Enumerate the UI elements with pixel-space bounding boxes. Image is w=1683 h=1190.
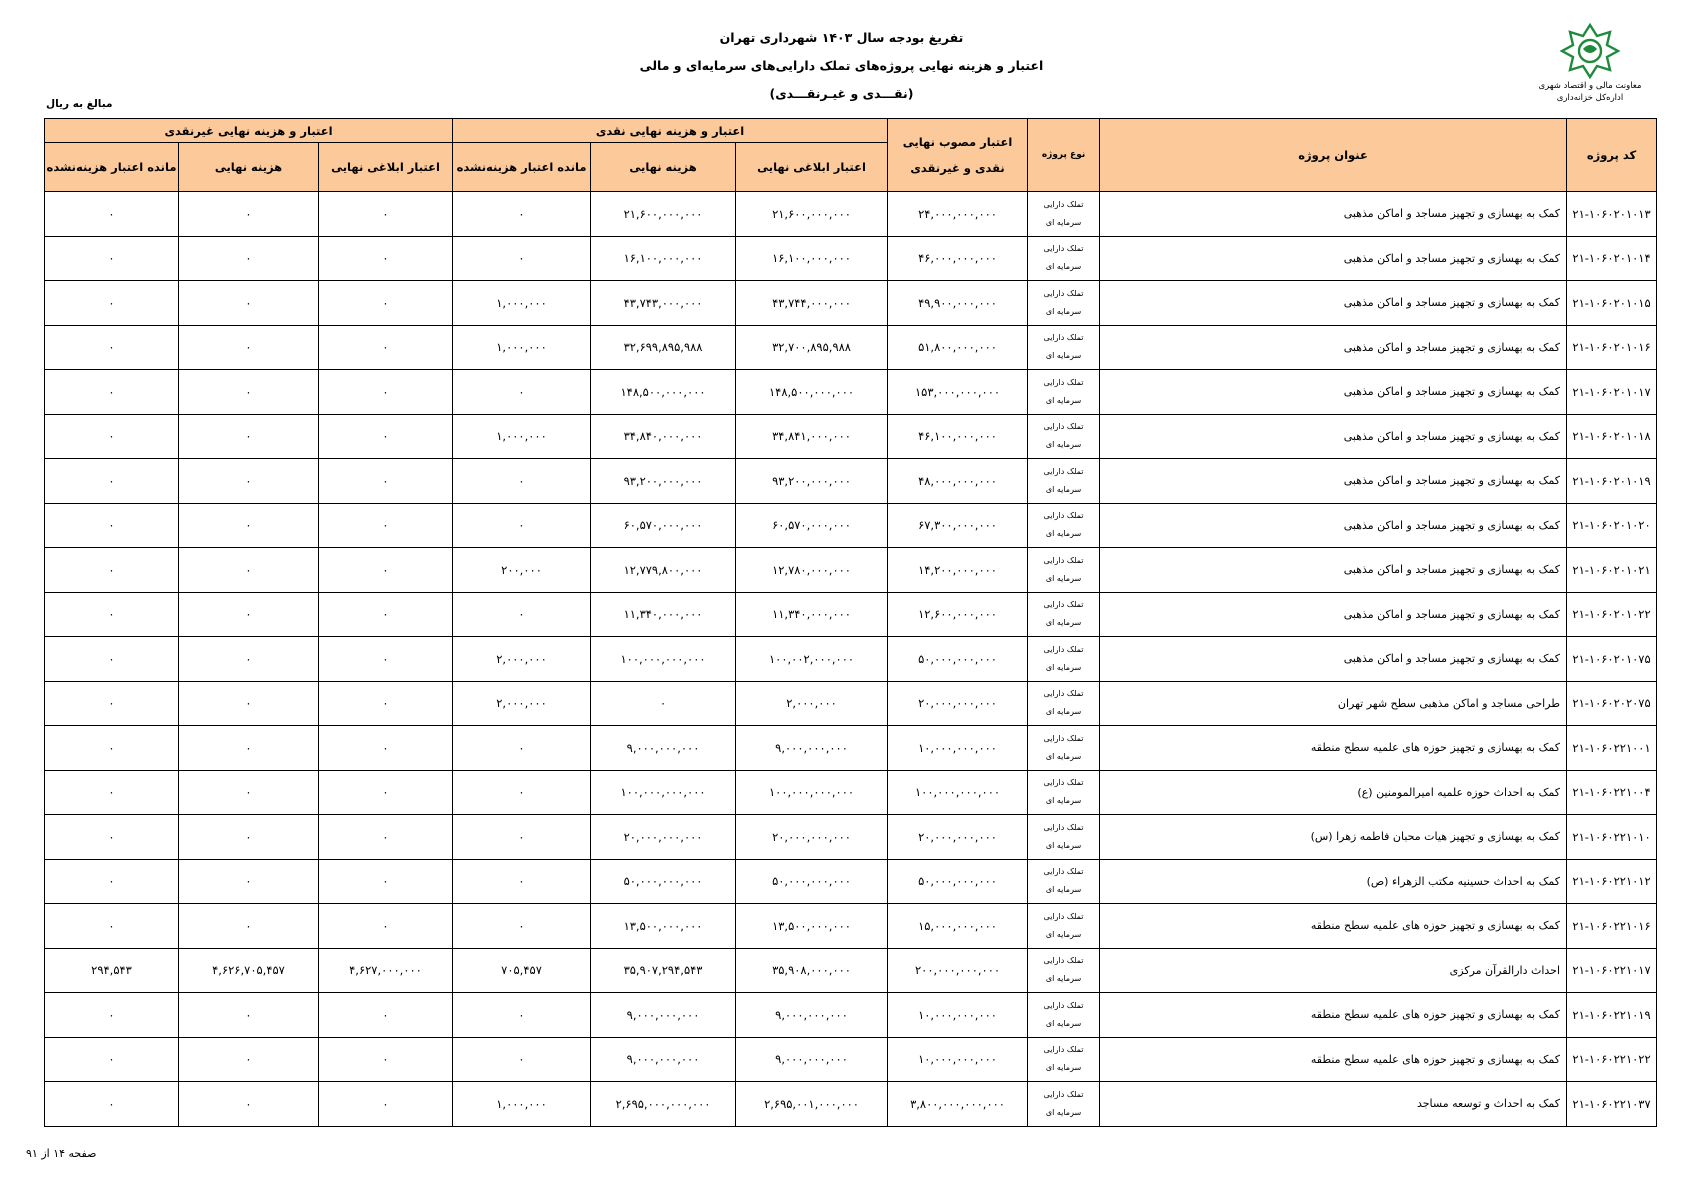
project-title: کمک به بهسازی و تجهیز حوزه های علمیه سطح منطقه — [1100, 1037, 1567, 1082]
noncash-notified: ۰ — [319, 770, 453, 815]
project-title: کمک به بهسازی و تجهیز حوزه های علمیه سطح منطقه — [1100, 904, 1567, 949]
project-type-line2: سرمایه ای — [1045, 662, 1082, 672]
cash-notified: ۱۶,۱۰۰,۰۰۰,۰۰۰ — [736, 236, 888, 281]
project-title: کمک به بهسازی و تجهیز هیات محبان فاطمه زهرا (س) — [1100, 815, 1567, 860]
cash-remain: ۷۰۵,۴۵۷ — [453, 948, 591, 993]
project-title: احداث دارالقرآن مرکزی — [1100, 948, 1567, 993]
cash-spent: ۲,۶۹۵,۰۰۰,۰۰۰,۰۰۰ — [591, 1082, 736, 1127]
noncash-remain: ۰ — [45, 681, 179, 726]
project-code: ۲۱-۱۰۶۰۲۰۱۰۱۵ — [1567, 281, 1657, 326]
cash-notified: ۱۰۰,۰۰۰,۰۰۰,۰۰۰ — [736, 770, 888, 815]
project-type — [1028, 281, 1100, 326]
cash-spent: ۱۳,۵۰۰,۰۰۰,۰۰۰ — [591, 904, 736, 949]
project-type — [1028, 414, 1100, 459]
project-code: ۲۱-۱۰۶۰۲۰۲۰۷۵ — [1567, 681, 1657, 726]
project-type-line1: تملک دارایی — [1043, 733, 1084, 743]
approved-credit: ۴۹,۹۰۰,۰۰۰,۰۰۰ — [888, 281, 1028, 326]
noncash-remain: ۰ — [45, 904, 179, 949]
cash-spent: ۶۰,۵۷۰,۰۰۰,۰۰۰ — [591, 503, 736, 548]
cash-notified: ۵۰,۰۰۰,۰۰۰,۰۰۰ — [736, 859, 888, 904]
noncash-spent: ۰ — [179, 192, 319, 237]
project-type-line1: تملک دارایی — [1043, 1045, 1084, 1055]
cash-spent: ۱۶,۱۰۰,۰۰۰,۰۰۰ — [591, 236, 736, 281]
noncash-notified: ۰ — [319, 815, 453, 860]
noncash-spent: ۰ — [179, 414, 319, 459]
cash-spent: ۱۴۸,۵۰۰,۰۰۰,۰۰۰ — [591, 370, 736, 415]
project-type-line2: سرمایه ای — [1045, 440, 1082, 450]
project-type — [1028, 1037, 1100, 1082]
report-titles — [0, 24, 1683, 108]
project-type-line1: تملک دارایی — [1043, 555, 1084, 565]
project-type-line1: تملک دارایی — [1043, 778, 1084, 788]
project-title: کمک به بهسازی و تجهیز مساجد و اماکن مذهبی — [1100, 370, 1567, 415]
table-row — [45, 281, 1657, 326]
table-row — [45, 236, 1657, 281]
noncash-notified: ۰ — [319, 192, 453, 237]
table-header-row-1 — [45, 119, 1657, 143]
municipality-logo — [1525, 22, 1655, 104]
project-title: کمک به بهسازی و تجهیز مساجد و اماکن مذهبی — [1100, 192, 1567, 237]
approved-credit: ۱۰۰,۰۰۰,۰۰۰,۰۰۰ — [888, 770, 1028, 815]
project-code: ۲۱-۱۰۶۰۲۰۱۰۲۲ — [1567, 592, 1657, 637]
project-type — [1028, 904, 1100, 949]
project-type-line1: تملک دارایی — [1043, 1000, 1084, 1010]
noncash-notified: ۰ — [319, 281, 453, 326]
cash-notified: ۲,۰۰۰,۰۰۰ — [736, 681, 888, 726]
noncash-notified: ۰ — [319, 859, 453, 904]
cash-notified: ۹,۰۰۰,۰۰۰,۰۰۰ — [736, 993, 888, 1038]
cash-spent: ۳۵,۹۰۷,۲۹۴,۵۴۳ — [591, 948, 736, 993]
project-type — [1028, 370, 1100, 415]
noncash-notified: ۰ — [319, 548, 453, 593]
col-group-noncash: اعتبار و هزینه نهایی غیرنقدی — [45, 119, 453, 143]
cash-remain: ۰ — [453, 459, 591, 504]
project-type-line2: سرمایه ای — [1045, 306, 1082, 316]
project-code: ۲۱-۱۰۶۰۲۰۱۰۱۹ — [1567, 459, 1657, 504]
noncash-remain: ۰ — [45, 1082, 179, 1127]
cash-spent: ۲۰,۰۰۰,۰۰۰,۰۰۰ — [591, 815, 736, 860]
noncash-notified: ۰ — [319, 592, 453, 637]
noncash-remain: ۰ — [45, 770, 179, 815]
noncash-remain: ۰ — [45, 325, 179, 370]
cash-spent: ۵۰,۰۰۰,۰۰۰,۰۰۰ — [591, 859, 736, 904]
project-type-line2: سرمایه ای — [1045, 529, 1082, 539]
project-type-line1: تملک دارایی — [1043, 511, 1084, 521]
cash-remain: ۰ — [453, 370, 591, 415]
table-row — [45, 993, 1657, 1038]
cash-notified: ۹,۰۰۰,۰۰۰,۰۰۰ — [736, 726, 888, 771]
cash-remain: ۰ — [453, 726, 591, 771]
noncash-remain: ۰ — [45, 414, 179, 459]
cash-spent: ۱۱,۳۴۰,۰۰۰,۰۰۰ — [591, 592, 736, 637]
noncash-spent: ۰ — [179, 815, 319, 860]
project-code: ۲۱-۱۰۶۰۲۲۱۰۰۴ — [1567, 770, 1657, 815]
table-row — [45, 1082, 1657, 1127]
project-type-line1: تملک دارایی — [1043, 956, 1084, 966]
project-type-line1: تملک دارایی — [1043, 644, 1084, 654]
cash-remain: ۰ — [453, 1037, 591, 1082]
col-header-cash-notified: اعتبار ابلاغی نهایی — [736, 143, 888, 192]
project-code: ۲۱-۱۰۶۰۲۲۱۰۱۶ — [1567, 904, 1657, 949]
cash-remain: ۰ — [453, 815, 591, 860]
project-code: ۲۱-۱۰۶۰۲۰۱۰۱۷ — [1567, 370, 1657, 415]
cash-remain: ۰ — [453, 770, 591, 815]
project-type-line2: سرمایه ای — [1045, 1107, 1082, 1117]
project-type-line1: تملک دارایی — [1043, 822, 1084, 832]
project-title: کمک به احداث حوزه علمیه امیرالمومنین (ع) — [1100, 770, 1567, 815]
table-row — [45, 859, 1657, 904]
cash-remain: ۰ — [453, 592, 591, 637]
cash-notified: ۱۳,۵۰۰,۰۰۰,۰۰۰ — [736, 904, 888, 949]
noncash-notified: ۰ — [319, 904, 453, 949]
table-row — [45, 681, 1657, 726]
table-row — [45, 904, 1657, 949]
col-header-cash-spent: هزینه نهایی — [591, 143, 736, 192]
project-type-line1: تملک دارایی — [1043, 199, 1084, 209]
project-code: ۲۱-۱۰۶۰۲۰۱۰۲۱ — [1567, 548, 1657, 593]
project-code: ۲۱-۱۰۶۰۲۰۱۰۱۸ — [1567, 414, 1657, 459]
table-row — [45, 192, 1657, 237]
budget-table — [44, 118, 1657, 1127]
project-code: ۲۱-۱۰۶۰۲۲۱۰۱۰ — [1567, 815, 1657, 860]
table-row — [45, 370, 1657, 415]
noncash-notified: ۴,۶۲۷,۰۰۰,۰۰۰ — [319, 948, 453, 993]
project-type-line2: سرمایه ای — [1045, 1063, 1082, 1073]
noncash-spent: ۰ — [179, 548, 319, 593]
cash-spent: ۳۲,۶۹۹,۸۹۵,۹۸۸ — [591, 325, 736, 370]
noncash-notified: ۰ — [319, 726, 453, 771]
project-type — [1028, 770, 1100, 815]
cash-spent: ۹,۰۰۰,۰۰۰,۰۰۰ — [591, 1037, 736, 1082]
project-type-line1: تملک دارایی — [1043, 244, 1084, 254]
project-type — [1028, 548, 1100, 593]
project-code: ۲۱-۱۰۶۰۲۲۱۰۱۹ — [1567, 993, 1657, 1038]
project-type-line2: سرمایه ای — [1045, 707, 1082, 717]
project-code: ۲۱-۱۰۶۰۲۲۱۰۲۲ — [1567, 1037, 1657, 1082]
noncash-remain: ۰ — [45, 236, 179, 281]
noncash-spent: ۰ — [179, 1082, 319, 1127]
noncash-spent: ۰ — [179, 726, 319, 771]
project-type — [1028, 948, 1100, 993]
approved-credit: ۱۰,۰۰۰,۰۰۰,۰۰۰ — [888, 1037, 1028, 1082]
noncash-notified: ۰ — [319, 370, 453, 415]
noncash-remain: ۰ — [45, 993, 179, 1038]
project-title: کمک به احداث حسینیه مکتب الزهراء (ص) — [1100, 859, 1567, 904]
cash-remain: ۱,۰۰۰,۰۰۰ — [453, 1082, 591, 1127]
cash-spent: ۳۴,۸۴۰,۰۰۰,۰۰۰ — [591, 414, 736, 459]
project-title: کمک به بهسازی و تجهیز مساجد و اماکن مذهبی — [1100, 592, 1567, 637]
cash-spent: ۱۰۰,۰۰۰,۰۰۰,۰۰۰ — [591, 770, 736, 815]
cash-remain: ۲۰۰,۰۰۰ — [453, 548, 591, 593]
project-code: ۲۱-۱۰۶۰۲۰۱۰۱۶ — [1567, 325, 1657, 370]
col-header-noncash-remain: مانده اعتبار هزینه‌نشده — [45, 143, 179, 192]
cash-notified: ۴۳,۷۴۴,۰۰۰,۰۰۰ — [736, 281, 888, 326]
project-code: ۲۱-۱۰۶۰۲۲۱۰۰۱ — [1567, 726, 1657, 771]
project-type-line2: سرمایه ای — [1045, 796, 1082, 806]
cash-spent: ۰ — [591, 681, 736, 726]
cash-remain: ۰ — [453, 236, 591, 281]
noncash-remain: ۰ — [45, 1037, 179, 1082]
noncash-remain: ۲۹۴,۵۴۳ — [45, 948, 179, 993]
project-title: کمک به بهسازی و تجهیز حوزه های علمیه سطح منطقه — [1100, 993, 1567, 1038]
project-type-line2: سرمایه ای — [1045, 974, 1082, 984]
unit-note: مبالغ به ریال — [46, 98, 113, 110]
project-type-line2: سرمایه ای — [1045, 262, 1082, 272]
noncash-remain: ۰ — [45, 592, 179, 637]
table-row — [45, 637, 1657, 682]
cash-notified: ۱۱,۳۴۰,۰۰۰,۰۰۰ — [736, 592, 888, 637]
project-type-line2: سرمایه ای — [1045, 484, 1082, 494]
cash-remain: ۲,۰۰۰,۰۰۰ — [453, 681, 591, 726]
noncash-spent: ۰ — [179, 370, 319, 415]
noncash-remain: ۰ — [45, 815, 179, 860]
project-code: ۲۱-۱۰۶۰۲۲۱۰۱۲ — [1567, 859, 1657, 904]
cash-remain: ۱,۰۰۰,۰۰۰ — [453, 325, 591, 370]
cash-remain: ۰ — [453, 859, 591, 904]
project-code: ۲۱-۱۰۶۰۲۲۱۰۳۷ — [1567, 1082, 1657, 1127]
noncash-remain: ۰ — [45, 503, 179, 548]
table-row — [45, 726, 1657, 771]
table-row — [45, 1037, 1657, 1082]
page-number: صفحه ۱۴ از ۹۱ — [26, 1147, 97, 1160]
project-title: کمک به بهسازی و تجهیز مساجد و اماکن مذهبی — [1100, 236, 1567, 281]
approved-credit: ۱۰,۰۰۰,۰۰۰,۰۰۰ — [888, 726, 1028, 771]
project-type — [1028, 815, 1100, 860]
cash-notified: ۱۰۰,۰۰۲,۰۰۰,۰۰۰ — [736, 637, 888, 682]
project-type — [1028, 993, 1100, 1038]
noncash-spent: ۰ — [179, 503, 319, 548]
cash-notified: ۳۲,۷۰۰,۸۹۵,۹۸۸ — [736, 325, 888, 370]
approved-credit: ۲۰,۰۰۰,۰۰۰,۰۰۰ — [888, 681, 1028, 726]
noncash-spent: ۰ — [179, 681, 319, 726]
approved-credit: ۶۷,۳۰۰,۰۰۰,۰۰۰ — [888, 503, 1028, 548]
approved-credit: ۱۵,۰۰۰,۰۰۰,۰۰۰ — [888, 904, 1028, 949]
project-type-line1: تملک دارایی — [1043, 288, 1084, 298]
project-title: کمک به احداث و توسعه مساجد — [1100, 1082, 1567, 1127]
table-row — [45, 770, 1657, 815]
noncash-spent: ۰ — [179, 637, 319, 682]
noncash-notified: ۰ — [319, 1037, 453, 1082]
project-code: ۲۱-۱۰۶۰۲۲۱۰۱۷ — [1567, 948, 1657, 993]
project-type — [1028, 726, 1100, 771]
noncash-notified: ۰ — [319, 503, 453, 548]
approved-credit: ۱۵۳,۰۰۰,۰۰۰,۰۰۰ — [888, 370, 1028, 415]
project-title: کمک به بهسازی و تجهیز مساجد و اماکن مذهبی — [1100, 414, 1567, 459]
noncash-remain: ۰ — [45, 726, 179, 771]
cash-remain: ۰ — [453, 993, 591, 1038]
cash-notified: ۱۴۸,۵۰۰,۰۰۰,۰۰۰ — [736, 370, 888, 415]
noncash-notified: ۰ — [319, 414, 453, 459]
project-type-line2: سرمایه ای — [1045, 395, 1082, 405]
approved-credit: ۲۰,۰۰۰,۰۰۰,۰۰۰ — [888, 815, 1028, 860]
cash-remain: ۲,۰۰۰,۰۰۰ — [453, 637, 591, 682]
cash-spent: ۹,۰۰۰,۰۰۰,۰۰۰ — [591, 993, 736, 1038]
cash-spent: ۱۰۰,۰۰۰,۰۰۰,۰۰۰ — [591, 637, 736, 682]
col-header-cash-remain: مانده اعتبار هزینه‌نشده — [453, 143, 591, 192]
report-title: تفریغ بودجه سال ۱۴۰۳ شهرداری تهران — [719, 30, 964, 45]
col-header-code: کد پروژه — [1567, 119, 1657, 192]
col-header-title: عنوان پروژه — [1100, 119, 1567, 192]
cash-notified: ۲۰,۰۰۰,۰۰۰,۰۰۰ — [736, 815, 888, 860]
project-type — [1028, 236, 1100, 281]
noncash-spent: ۰ — [179, 459, 319, 504]
noncash-spent: ۰ — [179, 236, 319, 281]
noncash-notified: ۰ — [319, 236, 453, 281]
municipality-emblem-icon — [1559, 22, 1621, 80]
project-type — [1028, 1082, 1100, 1127]
project-title: کمک به بهسازی و تجهیز مساجد و اماکن مذهبی — [1100, 281, 1567, 326]
logo-text-line2: اداره‌کل خزانه‌داری — [1556, 93, 1624, 103]
project-title: کمک به بهسازی و تجهیز مساجد و اماکن مذهبی — [1100, 637, 1567, 682]
report-subtitle-2: (نقـــدی و غیـر‌نقـــدی) — [769, 86, 914, 101]
cash-remain: ۰ — [453, 503, 591, 548]
approved-credit: ۵۰,۰۰۰,۰۰۰,۰۰۰ — [888, 637, 1028, 682]
approved-credit: ۱۰,۰۰۰,۰۰۰,۰۰۰ — [888, 993, 1028, 1038]
project-code: ۲۱-۱۰۶۰۲۰۱۰۲۰ — [1567, 503, 1657, 548]
table-row — [45, 503, 1657, 548]
project-type — [1028, 192, 1100, 237]
project-type — [1028, 592, 1100, 637]
cash-notified: ۲,۶۹۵,۰۰۱,۰۰۰,۰۰۰ — [736, 1082, 888, 1127]
project-type-line1: تملک دارایی — [1043, 333, 1084, 343]
noncash-spent: ۴,۶۲۶,۷۰۵,۴۵۷ — [179, 948, 319, 993]
project-type — [1028, 681, 1100, 726]
noncash-spent: ۰ — [179, 770, 319, 815]
project-type-line2: سرمایه ای — [1045, 840, 1082, 850]
noncash-notified: ۰ — [319, 1082, 453, 1127]
approved-credit: ۵۰,۰۰۰,۰۰۰,۰۰۰ — [888, 859, 1028, 904]
project-code: ۲۱-۱۰۶۰۲۰۱۰۱۴ — [1567, 236, 1657, 281]
cash-spent: ۱۲,۷۷۹,۸۰۰,۰۰۰ — [591, 548, 736, 593]
project-code: ۲۱-۱۰۶۰۲۰۱۰۱۳ — [1567, 192, 1657, 237]
table-row — [45, 325, 1657, 370]
table-row — [45, 548, 1657, 593]
project-type-line2: سرمایه ای — [1045, 1018, 1082, 1028]
approved-credit: ۲۴,۰۰۰,۰۰۰,۰۰۰ — [888, 192, 1028, 237]
table-row — [45, 414, 1657, 459]
noncash-spent: ۰ — [179, 1037, 319, 1082]
project-type — [1028, 459, 1100, 504]
noncash-remain: ۰ — [45, 281, 179, 326]
noncash-spent: ۰ — [179, 993, 319, 1038]
project-type-line1: تملک دارایی — [1043, 911, 1084, 921]
table-row — [45, 592, 1657, 637]
project-type-line2: سرمایه ای — [1045, 217, 1082, 227]
project-title: طراحی مساجد و اماکن مذهبی سطح شهر تهران — [1100, 681, 1567, 726]
approved-credit: ۱۲,۶۰۰,۰۰۰,۰۰۰ — [888, 592, 1028, 637]
table-row — [45, 948, 1657, 993]
col-header-approved: اعتبار مصوب نهایی نقدی و غیرنقدی — [888, 119, 1028, 192]
logo-text-line1: معاونت مالی و اقتصاد شهری — [1538, 81, 1642, 91]
noncash-notified: ۰ — [319, 993, 453, 1038]
approved-credit: ۴۶,۰۰۰,۰۰۰,۰۰۰ — [888, 236, 1028, 281]
project-type — [1028, 637, 1100, 682]
cash-remain: ۰ — [453, 192, 591, 237]
noncash-notified: ۰ — [319, 637, 453, 682]
project-code: ۲۱-۱۰۶۰۲۰۱۰۷۵ — [1567, 637, 1657, 682]
project-title: کمک به بهسازی و تجهیز مساجد و اماکن مذهبی — [1100, 548, 1567, 593]
noncash-remain: ۰ — [45, 859, 179, 904]
project-type-line1: تملک دارایی — [1043, 689, 1084, 699]
noncash-spent: ۰ — [179, 281, 319, 326]
approved-credit: ۱۴,۲۰۰,۰۰۰,۰۰۰ — [888, 548, 1028, 593]
project-type-line1: تملک دارایی — [1043, 1089, 1084, 1099]
project-type-line2: سرمایه ای — [1045, 751, 1082, 761]
cash-notified: ۶۰,۵۷۰,۰۰۰,۰۰۰ — [736, 503, 888, 548]
cash-spent: ۹,۰۰۰,۰۰۰,۰۰۰ — [591, 726, 736, 771]
noncash-notified: ۰ — [319, 459, 453, 504]
project-type-line2: سرمایه ای — [1045, 618, 1082, 628]
project-type-line1: تملک دارایی — [1043, 867, 1084, 877]
noncash-spent: ۰ — [179, 592, 319, 637]
project-type-line1: تملک دارایی — [1043, 377, 1084, 387]
cash-remain: ۱,۰۰۰,۰۰۰ — [453, 414, 591, 459]
col-group-cash: اعتبار و هزینه نهایی نقدی — [453, 119, 888, 143]
project-type-line2: سرمایه ای — [1045, 351, 1082, 361]
project-type-line1: تملک دارایی — [1043, 600, 1084, 610]
noncash-remain: ۰ — [45, 637, 179, 682]
cash-spent: ۹۳,۲۰۰,۰۰۰,۰۰۰ — [591, 459, 736, 504]
project-title: کمک به بهسازی و تجهیز مساجد و اماکن مذهبی — [1100, 325, 1567, 370]
noncash-remain: ۰ — [45, 370, 179, 415]
cash-spent: ۲۱,۶۰۰,۰۰۰,۰۰۰ — [591, 192, 736, 237]
noncash-remain: ۰ — [45, 548, 179, 593]
project-title: کمک به بهسازی و تجهیز حوزه های علمیه سطح منطقه — [1100, 726, 1567, 771]
noncash-notified: ۰ — [319, 325, 453, 370]
noncash-remain: ۰ — [45, 192, 179, 237]
noncash-spent: ۰ — [179, 904, 319, 949]
noncash-remain: ۰ — [45, 459, 179, 504]
project-type — [1028, 859, 1100, 904]
project-type — [1028, 503, 1100, 548]
cash-remain: ۱,۰۰۰,۰۰۰ — [453, 281, 591, 326]
cash-notified: ۱۲,۷۸۰,۰۰۰,۰۰۰ — [736, 548, 888, 593]
col-header-noncash-notified: اعتبار ابلاغی نهایی — [319, 143, 453, 192]
cash-spent: ۴۳,۷۴۳,۰۰۰,۰۰۰ — [591, 281, 736, 326]
project-title: کمک به بهسازی و تجهیز مساجد و اماکن مذهبی — [1100, 459, 1567, 504]
table-body — [45, 192, 1657, 1127]
noncash-spent: ۰ — [179, 859, 319, 904]
approved-credit: ۲۰۰,۰۰۰,۰۰۰,۰۰۰ — [888, 948, 1028, 993]
cash-notified: ۳۵,۹۰۸,۰۰۰,۰۰۰ — [736, 948, 888, 993]
col-header-noncash-spent: هزینه نهایی — [179, 143, 319, 192]
project-title: کمک به بهسازی و تجهیز مساجد و اماکن مذهبی — [1100, 503, 1567, 548]
approved-credit: ۳,۸۰۰,۰۰۰,۰۰۰,۰۰۰ — [888, 1082, 1028, 1127]
col-header-type: نوع پروژه — [1028, 119, 1100, 192]
approved-credit: ۴۶,۱۰۰,۰۰۰,۰۰۰ — [888, 414, 1028, 459]
project-type-line2: سرمایه ای — [1045, 573, 1082, 583]
approved-credit: ۵۱,۸۰۰,۰۰۰,۰۰۰ — [888, 325, 1028, 370]
cash-notified: ۹۳,۲۰۰,۰۰۰,۰۰۰ — [736, 459, 888, 504]
table-row — [45, 459, 1657, 504]
project-type-line2: سرمایه ای — [1045, 885, 1082, 895]
cash-notified: ۳۴,۸۴۱,۰۰۰,۰۰۰ — [736, 414, 888, 459]
noncash-spent: ۰ — [179, 325, 319, 370]
cash-notified: ۲۱,۶۰۰,۰۰۰,۰۰۰ — [736, 192, 888, 237]
project-type-line1: تملک دارایی — [1043, 422, 1084, 432]
project-type — [1028, 325, 1100, 370]
noncash-notified: ۰ — [319, 681, 453, 726]
cash-notified: ۹,۰۰۰,۰۰۰,۰۰۰ — [736, 1037, 888, 1082]
project-type-line2: سرمایه ای — [1045, 929, 1082, 939]
report-subtitle: اعتبار و هزینه نهایی پروژه‌های تملک دارایی‌های سرمایه‌ای و مالی — [639, 58, 1044, 73]
project-type-line1: تملک دارایی — [1043, 466, 1084, 476]
table-row — [45, 815, 1657, 860]
approved-credit: ۴۸,۰۰۰,۰۰۰,۰۰۰ — [888, 459, 1028, 504]
cash-remain: ۰ — [453, 904, 591, 949]
